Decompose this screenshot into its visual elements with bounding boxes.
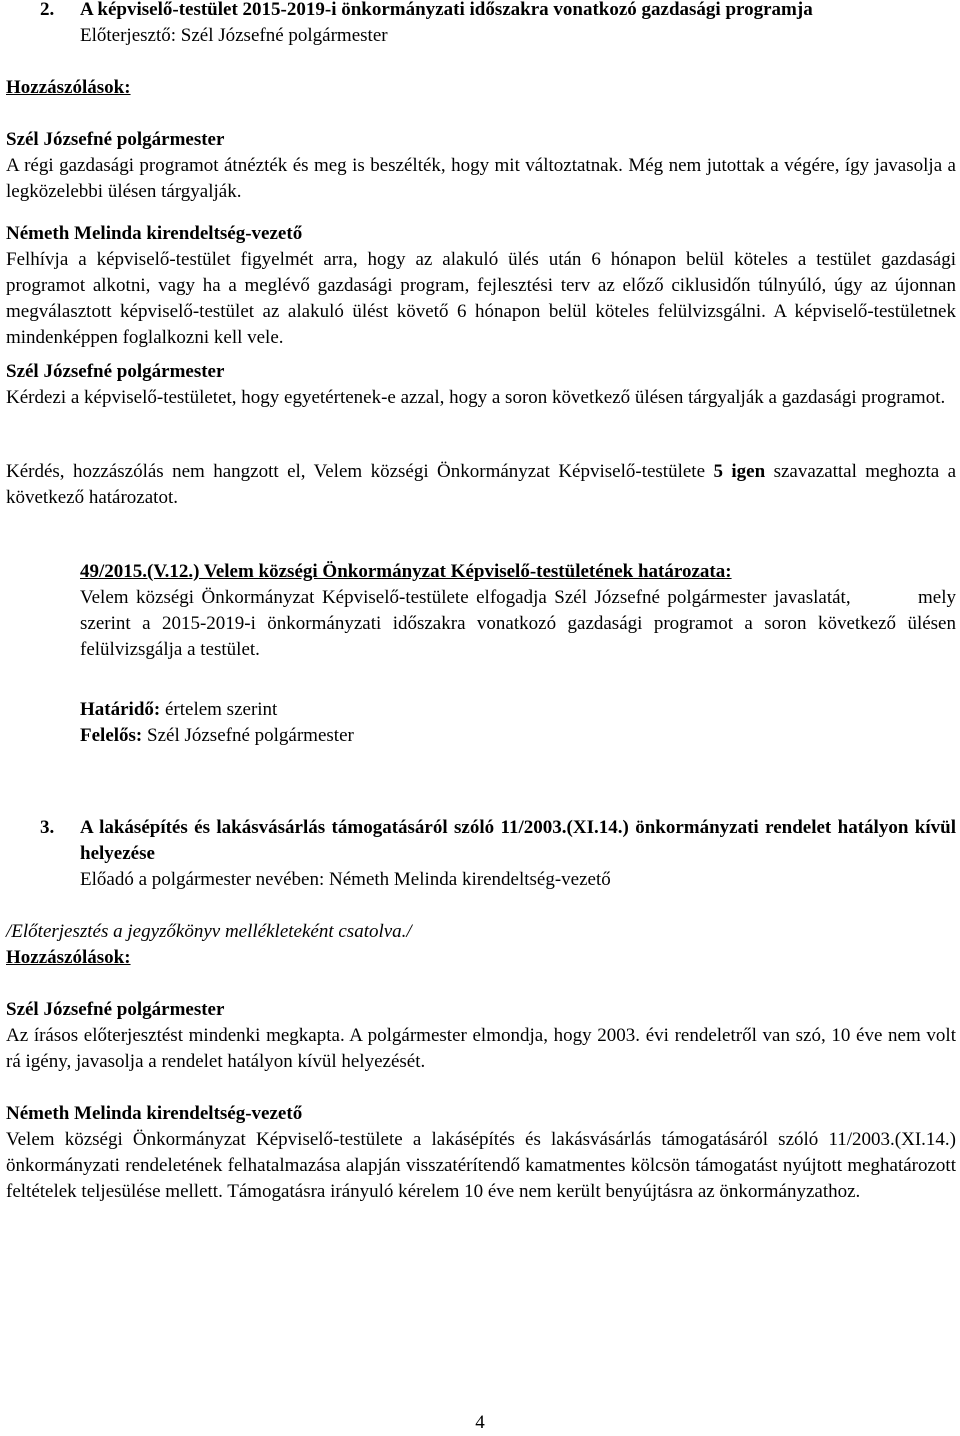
comment-text: Kérdezi a képviselő-testületet, hogy egyetértenek-e azzal, hogy a soron következő ülésen tárgyalják a gazdasági programot.	[6, 387, 946, 408]
vote-text-after: szavazattal meghozta a következő határozatot.	[6, 461, 957, 508]
deadline-value: értelem szerint	[164, 699, 278, 720]
resolution-deadline	[80, 697, 956, 723]
vote-count: 5 igen	[713, 461, 766, 482]
comment-block	[6, 359, 956, 411]
agenda-item-presenter: Előterjesztő: Szél Józsefné polgármester	[80, 25, 388, 46]
agenda-item-2	[6, 0, 956, 23]
comments-heading: Hozzászólások:	[6, 947, 131, 968]
responsible-label: Felelős:	[80, 725, 143, 746]
resolution-heading: 49/2015.(V.12.) Velem községi Önkormányzat Képviselő-testületének határozata:	[80, 561, 732, 582]
responsible-value: Szél Józsefné polgármester	[147, 725, 354, 746]
speaker-name: Szél Józsefné polgármester	[6, 361, 225, 382]
comment-text: A régi gazdasági programot átnézték és meg is beszélték, hogy mit változtatnak. Még nem jutottak a végére, így javasolja a legközelebbi ülésen tárgyalják.	[6, 155, 956, 202]
comment-text: Az írásos előterjesztést mindenki megkapta. A polgármester elmondja, hogy 2003. évi rendeletről van szó, 10 éve nem volt rá igény, javasolja a rendelet hatályon kívül helyezését.	[6, 1025, 956, 1072]
comment-block	[6, 1101, 956, 1205]
agenda-item-title: A képviselő-testület 2015-2019-i önkormányzati időszakra vonatkozó gazdasági programja	[80, 0, 813, 20]
agenda-item-presenter: Előadó a polgármester nevében: Németh Melinda kirendeltség-vezető	[80, 869, 611, 890]
resolution-text	[80, 585, 956, 663]
comment-text: Velem községi Önkormányzat Képviselő-testülete a lakásépítés és lakásvásárlás támogatásáról szóló 11/2003.(XI.14.) önkormányzati rendeletének felhatalmazása alapján visszatérítendő kamatmentes kölcsön támogatást nyújtott meghatározott feltételek teljesülése mellett. Támogatásra irányuló kérelem 10 éve nem került benyújtásra az önkormányzathoz.	[6, 1129, 956, 1202]
attachment-note: /Előterjesztés a jegyzőkönyv mellékleteként csatolva./	[6, 921, 412, 942]
document-page	[6, 0, 956, 1205]
comment-block	[6, 127, 956, 205]
agenda-item-title: A lakásépítés és lakásvásárlás támogatásáról szóló 11/2003.(XI.14.) önkormányzati rendelet hatályon kívül helyezése	[80, 817, 956, 864]
speaker-name: Németh Melinda kirendeltség-vezető	[6, 223, 303, 244]
vote-statement	[6, 459, 956, 511]
agenda-item-3	[6, 815, 956, 867]
resolution-text-part2: mely szerint a 2015-2019-i önkormányzati időszakra vonatkozó gazdasági programot a soron következő ülésen felülvizsgálja a testület.	[80, 587, 956, 660]
comments-heading: Hozzászólások:	[6, 77, 131, 98]
page-number: 4	[475, 1412, 485, 1433]
resolution-text-part1: Velem községi Önkormányzat Képviselő-testülete elfogadja Szél Józsefné polgármester javaslatát,	[80, 587, 851, 608]
deadline-label: Határidő:	[80, 699, 161, 720]
speaker-name: Németh Melinda kirendeltség-vezető	[6, 1103, 303, 1124]
agenda-item-number: 3.	[40, 817, 55, 838]
speaker-name: Szél Józsefné polgármester	[6, 999, 225, 1020]
resolution-responsible	[80, 723, 956, 749]
agenda-item-number: 2.	[40, 0, 55, 20]
resolution	[6, 559, 956, 749]
comment-block	[6, 997, 956, 1075]
comment-block	[6, 221, 956, 351]
vote-text-before: Kérdés, hozzászólás nem hangzott el, Velem községi Önkormányzat Képviselő-testülete	[6, 461, 706, 482]
comment-text: Felhívja a képviselő-testület figyelmét arra, hogy az alakuló ülés után 6 hónapon belül köteles a testület gazdasági programot alkotni, vagy ha a meglévő gazdasági program, fejlesztési terv az előző ciklusidőn túlnyúló, úgy az újonnan megválasztott képviselő-testület az alakuló ülést követő 6 hónapon belül köteles felülvizsgálni. A képviselő-testületnek mindenképpen foglalkozni kell vele.	[6, 249, 956, 348]
speaker-name: Szél Józsefné polgármester	[6, 129, 225, 150]
